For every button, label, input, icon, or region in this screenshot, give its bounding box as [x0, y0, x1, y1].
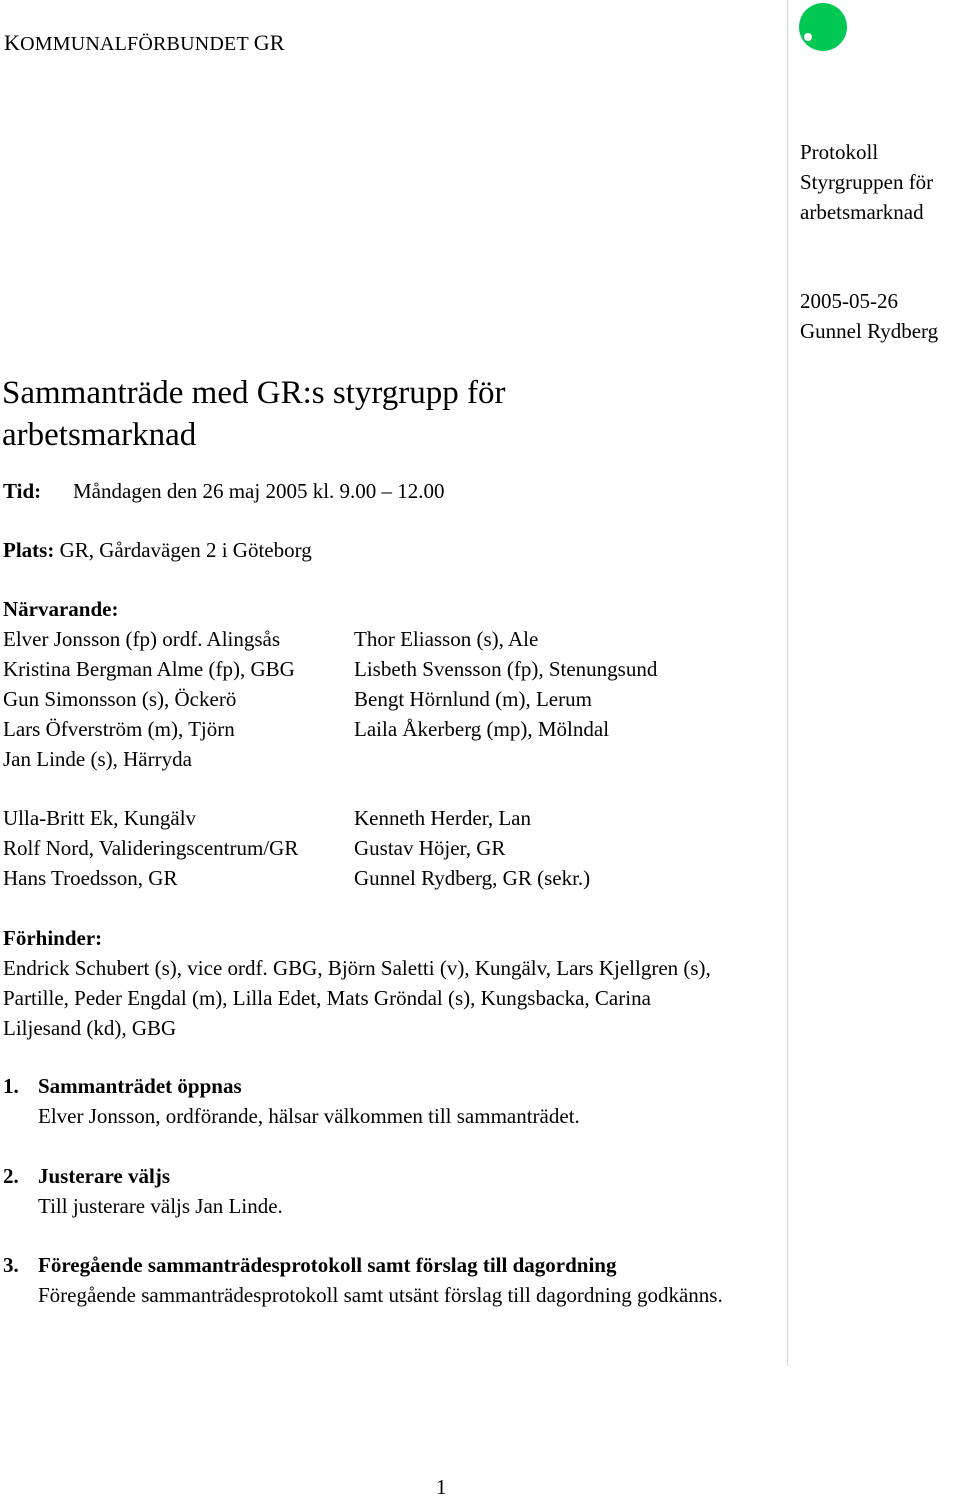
attendee: Jan Linde (s), Härryda	[3, 747, 192, 771]
attendee: Laila Åkerberg (mp), Mölndal	[354, 717, 610, 741]
attendee: Gun Simonsson (s), Öckerö	[3, 687, 237, 711]
attendee: Lisbeth Svensson (fp), Stenungsund	[354, 657, 658, 681]
item-heading: Justerare väljs	[38, 1164, 170, 1188]
item-number: 1.	[3, 1074, 19, 1098]
attendees-label: Närvarande:	[3, 597, 119, 621]
attendee: Hans Troedsson, GR	[3, 866, 178, 890]
document-author: Gunnel Rydberg	[800, 319, 939, 343]
page-number: 1	[436, 1475, 447, 1499]
attendee: Lars Öfverström (m), Tjörn	[3, 717, 235, 741]
attendee: Elver Jonsson (fp) ordf. Alingsås	[3, 627, 281, 651]
organization-name: KOMMUNALFÖRBUNDET GR	[4, 30, 285, 55]
attendee: Ulla-Britt Ek, Kungälv	[3, 806, 197, 830]
time-value: Måndagen den 26 maj 2005 kl. 9.00 – 12.00	[73, 479, 445, 503]
attendee: Kristina Bergman Alme (fp), GBG	[3, 657, 295, 681]
item-body: Föregående sammanträdesprotokoll samt utsänt förslag till dagordning godkänns.	[38, 1283, 723, 1307]
place-line	[3, 535, 312, 565]
item-body: Elver Jonsson, ordförande, hälsar välkommen till sammanträdet.	[38, 1104, 580, 1128]
attendee: Bengt Hörnlund (m), Lerum	[354, 687, 592, 711]
margin-divider	[787, 0, 788, 1366]
doc-type-line: Styrgruppen för	[800, 170, 934, 194]
document-date: 2005-05-26	[800, 289, 898, 313]
logo-dot	[804, 33, 812, 41]
doc-type-line: arbetsmarknad	[800, 200, 924, 224]
attendee: Kenneth Herder, Lan	[354, 806, 531, 830]
document-meta	[800, 286, 938, 346]
attendee: Gustav Höjer, GR	[354, 836, 506, 860]
absent-label: Förhinder:	[3, 926, 103, 950]
place-label: Plats:	[3, 538, 55, 562]
item-body: Till justerare väljs Jan Linde.	[38, 1194, 283, 1218]
item-number: 2.	[3, 1164, 19, 1188]
item-number: 3.	[3, 1253, 19, 1277]
item-heading: Sammanträdet öppnas	[38, 1074, 242, 1098]
item-heading: Föregående sammanträdesprotokoll samt förslag till dagordning	[38, 1253, 617, 1277]
logo-circle	[799, 3, 847, 51]
others-right-column	[354, 803, 590, 893]
doc-type-line: Protokoll	[800, 140, 879, 164]
others-left-column	[3, 803, 298, 893]
place-value: GR, Gårdavägen 2 i Göteborg	[59, 538, 312, 562]
attendee: Thor Eliasson (s), Ale	[354, 627, 539, 651]
attendee: Gunnel Rydberg, GR (sekr.)	[354, 866, 591, 890]
document-type	[800, 137, 933, 227]
attendee: Rolf Nord, Valideringscentrum/GR	[3, 836, 299, 860]
members-left-column	[3, 624, 295, 774]
members-right-column	[354, 624, 657, 744]
time-label: Tid:	[3, 479, 42, 503]
gr-logo	[797, 3, 849, 51]
absent-list: Endrick Schubert (s), vice ordf. GBG, Björn Saletti (v), Kungälv, Lars Kjellgren (s), Partille, Peder Engdal (m), Lilla Edet, Mats Gröndal (s), Kungsbacka, Carina Liljesand (kd), GBG	[3, 956, 711, 1040]
page-title: Sammanträde med GR:s styrgrupp för arbetsmarknad	[2, 375, 506, 453]
